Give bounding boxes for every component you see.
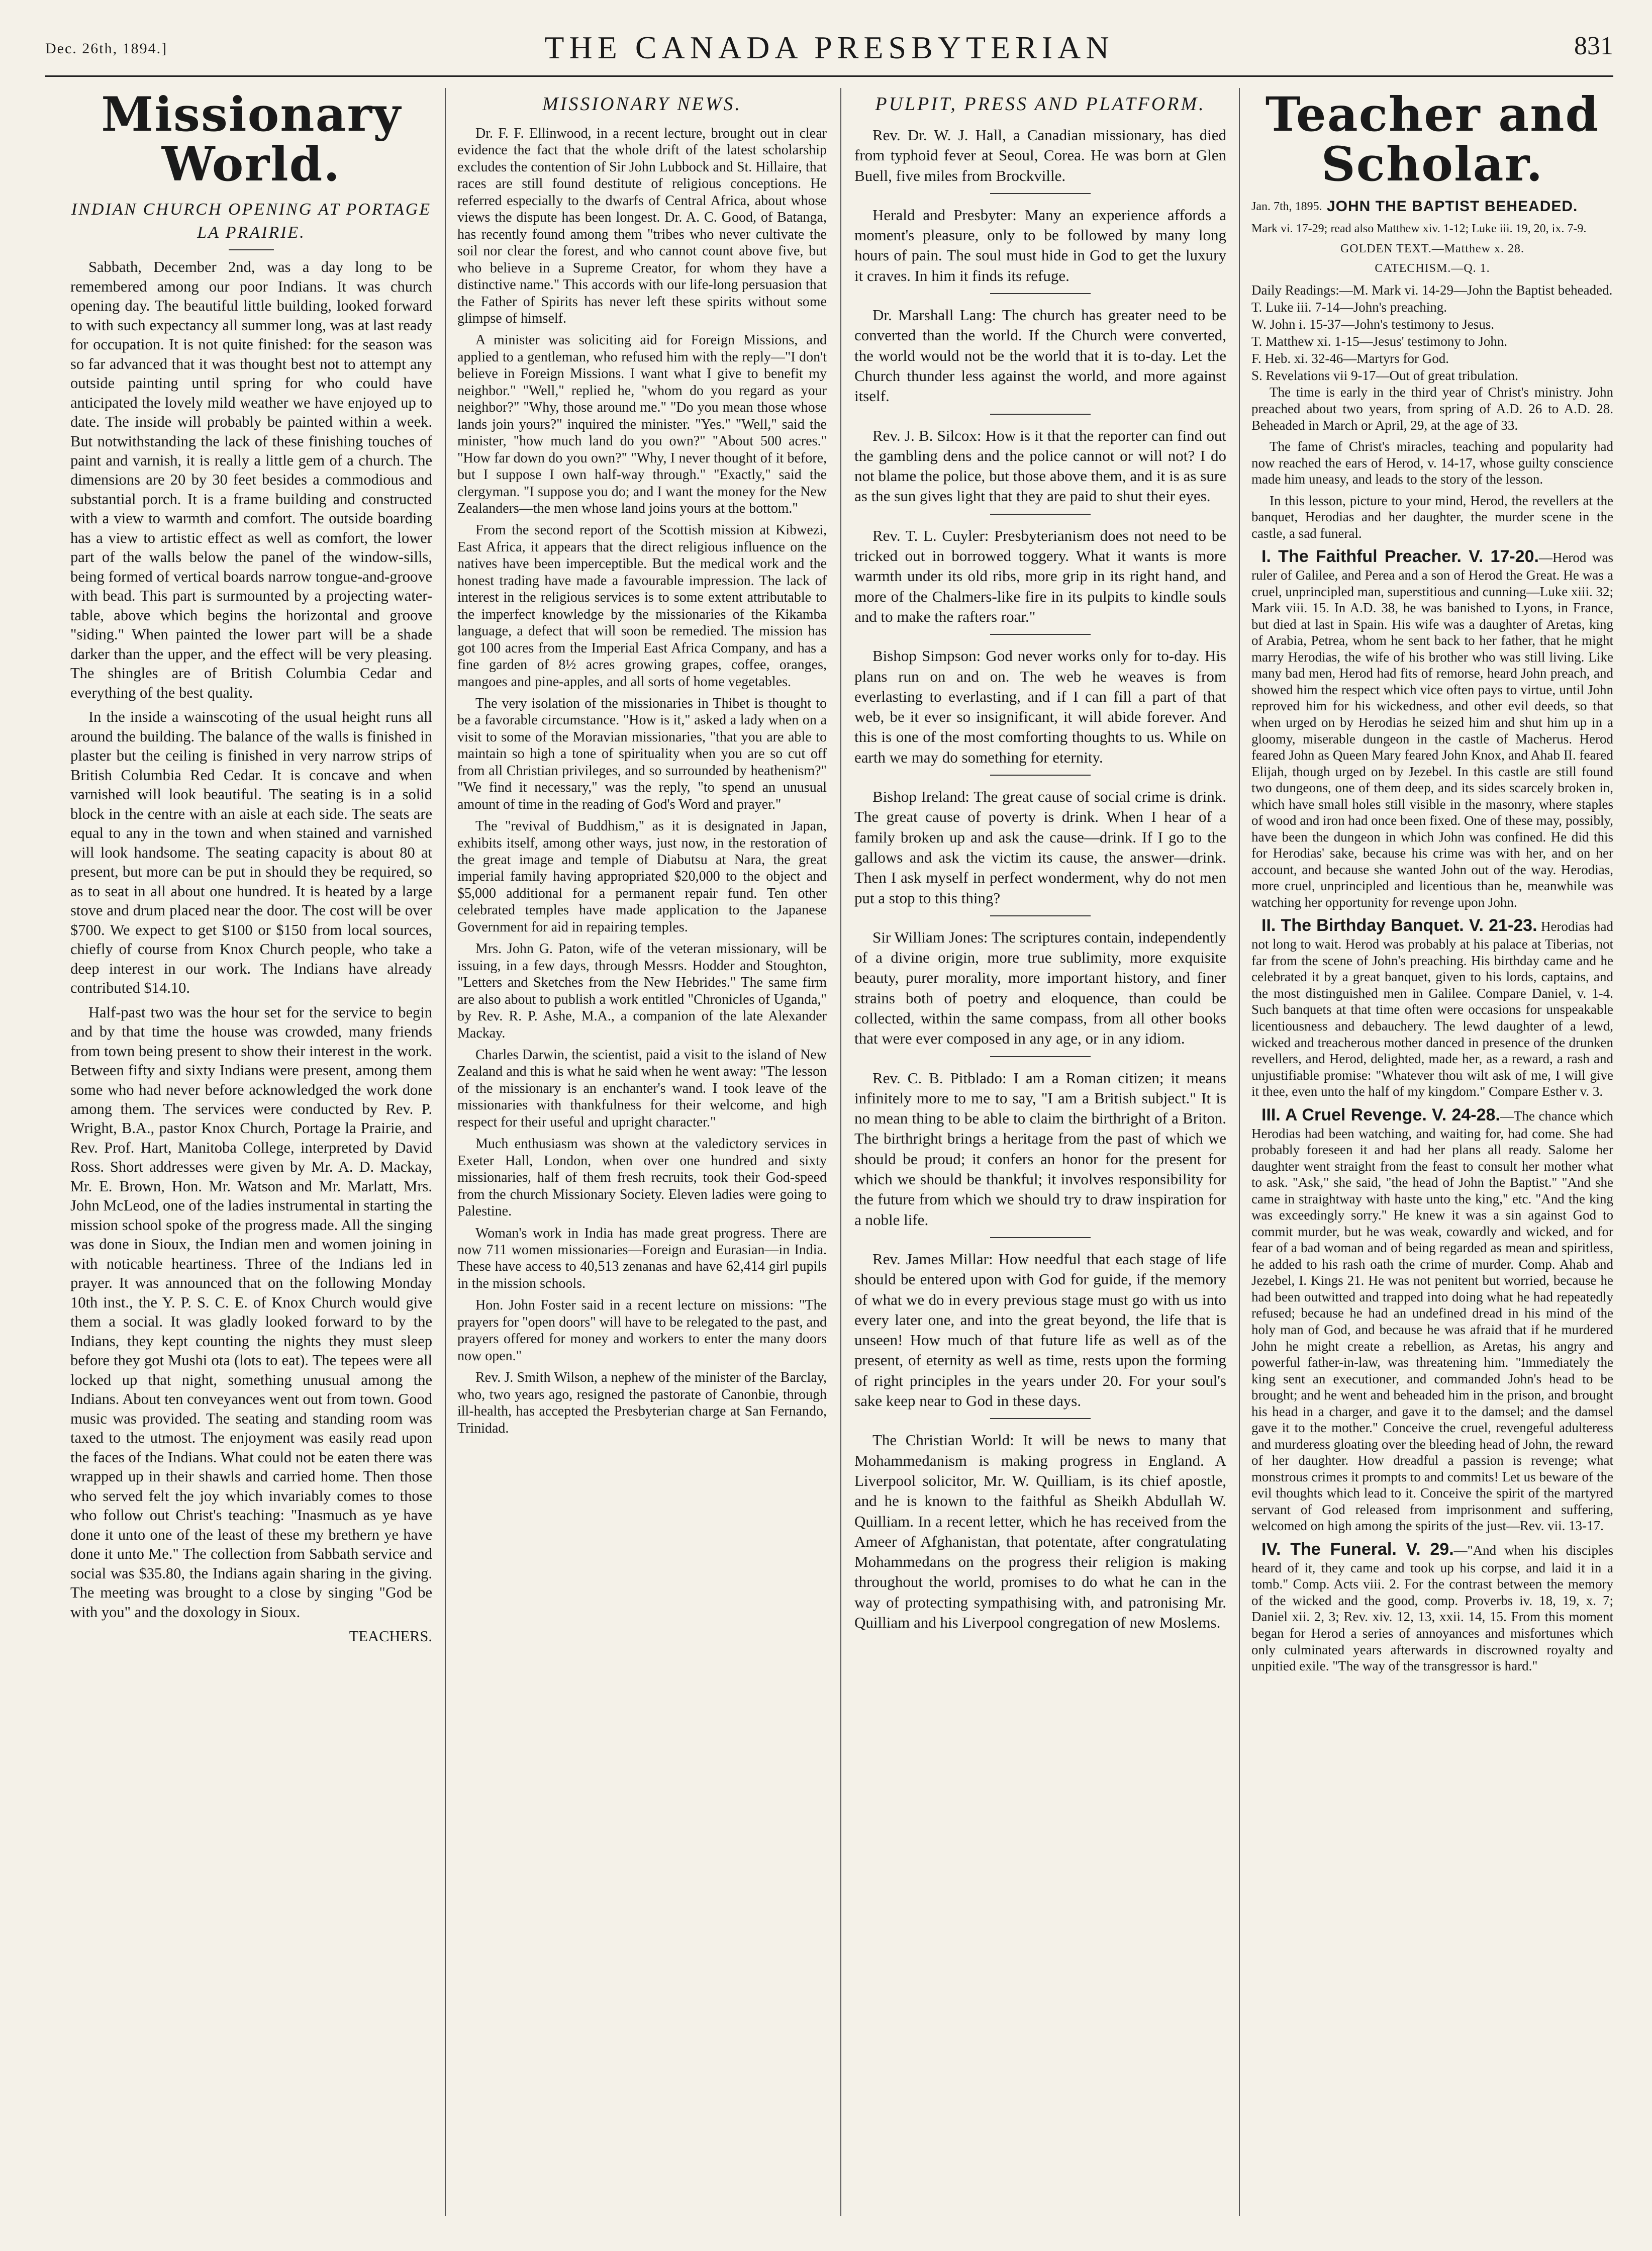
- lesson-section-heading: III. A Cruel Revenge. V. 24-28.: [1261, 1105, 1500, 1124]
- lesson-section-text: —Herod was ruler of Galilee, and Perea and a son of Herod the Great. He was a cruel, unprincipled man, superstitious and cunning—Luke xiii. 32; Mark viii. 15. In A.D. 38, he was banished to Lyons, in France, but died at last in Spain. His wife was a daughter of Aretas, king of Arabia, Petrea, whom he sent back to her father, that he might marry Herodias, the wife of his brother who was still living. Like many bad men, Herod had fits of remorse, heard John preach, and showed him the respect which vice often pays to virtue, until John reproved him for his wickedness, and other evil deeds, so that when urged on by Herodias he seized him and shut him up in a gloomy, miserable dungeon in the castle of Macherus. Herod feared John as Queen Mary feared John Knox, and Ahab II. feared Elijah, though urged on by Jezebel. In this castle are still found two dungeons, one of them deep, and its sides scarcely broken in, which have small holes still visible in the masonry, where staples of wood and iron had once been fixed. One of these may, possibly, have been the dungeon in which John was confined. He did this for Herodias' sake, because his crime was with her, and on her account, and because she wanted John out of the way. Herodias, more cruel, unprincipled and licentious than he, meanwhile was watching her opportunity for revenge upon John.: [1251, 550, 1613, 910]
- signoff: TEACHERS.: [349, 1628, 432, 1645]
- quote-item: Rev. T. L. Cuyler: Presbyterianism does not need to be tricked out in borrowed toggery. What it wants is more warmth under its old ribs, more grip in its right hand, and more of the Chalmers-like fire in its pulpits to kindle souls and to make the rafters roar.": [854, 526, 1226, 625]
- column-teacher-and-scholar: [1251, 88, 1613, 2216]
- lesson-section-text: —"And when his disciples heard of it, they came and took up his corpse, and laid it in a tomb." Comp. Acts viii. 2. For the contrast between the memory of the wicked and the good, comp. Proverbs iv. 18, 19, x. 7; Daniel xii. 2, 3; Rev. xiv. 12, 13, xxii. 14, 15. From this moment began for Herod a series of annoyances and misfortunes which only culminated years afterwards in discrowned royalty and unpitied exile. "The way of the transgressor is hard.": [1251, 1542, 1613, 1674]
- news-item: Rev. J. Smith Wilson, a nephew of the minister of the Barclay, who, two years ago, resigned the pastorate of Canonbie, through ill-health, has accepted the Presbyterian charge at San Fernando, Trinidad.: [457, 1370, 827, 1436]
- divider: [990, 293, 1091, 294]
- column-missionary-news: [457, 88, 827, 2216]
- lesson-section: [1251, 915, 1613, 1099]
- divider: [990, 414, 1091, 415]
- reading-item: T. Matthew xi. 1-15—Jesus' testimony to John.: [1251, 334, 1508, 349]
- lesson-intro: The time is early in the third year of Christ's ministry. John preached about two years, from spring of A.D. 26 to A.D. 28. Beheaded in March or April, 29, at the age of 33.: [1251, 385, 1613, 433]
- newspaper-title: THE CANADA PRESBYTERIAN: [544, 30, 1114, 65]
- lesson-intro: The fame of Christ's miracles, teaching and popularity had now reached the ears of Herod, v. 14-17, whose guilty conscience made him uneasy, and leads to the story of the lesson.: [1251, 439, 1613, 487]
- news-item: Mrs. John G. Paton, wife of the veteran missionary, will be issuing, in a few days, through Messrs. Hodder and Stoughton, "Letters and Sketches from the New Hebrides." The same firm are also about to publish a work entitled "Chronicles of Uganda," by Rev. R. P. Ashe, M.A., a companion of the late Alexander Mackay.: [457, 941, 827, 1041]
- section-heading-teacher-and-scholar: Teacher and Scholar.: [1265, 88, 1600, 192]
- divider: [990, 514, 1091, 515]
- quote-item: Rev. Dr. W. J. Hall, a Canadian missionary, has died from typhoid fever at Seoul, Corea. He was born at Glen Buell, five miles from Brockville.: [854, 126, 1226, 184]
- column-pulpit-press-platform: [854, 88, 1226, 2216]
- catechism: CATECHISM.—Q. 1.: [1375, 262, 1490, 275]
- paragraph: Half-past two was the hour set for the service to begin and by that time the house was crowded, many friends from town being present to show their interest in the work. Between fifty and sixty Indians were present, among them some who had never before acknowledged the work done among them. The services were conducted by Rev. P. Wright, B.A., pastor Knox Church, Portage la Prairie, and Rev. Prof. Hart, Manitoba College, interpreted by David Ross. Short addresses were given by Mr. A. D. Mackay, Mr. E. Brown, Hon. Mr. Watson and Mr. Marlatt, Mrs. John McLeod, one of the ladies instrumental in starting the mission school spoke of the progress made. All the singing was done in Sioux, the Indian men and women joining in with noticable heartiness. Three of the Indians led in prayer. It was announced that on the following Monday 10th inst., the Y. P. S. C. E. of Knox Church would give them a social. It was gladly looked forward to by the Indians, they kept counting the nights they must sleep before they got Mushi ota (lots to eat). The tepees were all locked up that night, something unusual among the Indians. About ten conveyances went out from town. Good music was provided. The seating and standing room was taxed to the utmost. The enjoyment was easily read upon the faces of the Indians. What could not be eaten there was wrapped up in their shawls and carried home. Then those who served felt the joy which invariably comes to those who follow out Christ's teaching: "Inasmuch as ye have done it unto one of the least of these my brethern ye have done it unto Me." The collection from Sabbath service and social was $35.80, the Indians again sharing in the giving. The meeting was brought to a close by singing "God be with you" and the doxology in Sioux.: [70, 1003, 432, 1621]
- lesson-intro: In this lesson, picture to your mind, Herod, the revellers at the banquet, Herodias and her daughter, the murder scene in the castle, a sad funeral.: [1251, 493, 1613, 541]
- reading-item: W. John i. 15-37—John's testimony to Jesus.: [1251, 317, 1495, 332]
- lesson-section-heading: II. The Birthday Banquet. V. 21-23.: [1261, 916, 1537, 935]
- lesson-section-heading: I. The Faithful Preacher. V. 17-20.: [1261, 547, 1539, 567]
- lesson-section-text: —The chance which Herodias had been watching, and waiting for, had come. She had probably foreseen it and had her plans all ready. Salome her daughter went straight from the feast to consult her mother what to ask. "Ask," she said, "the head of John the Baptist." "And she came in straightway with haste unto the king," etc. "And the king was exceedingly sorry." He knew it was a sin against God to commit murder, but he was weak, cowardly and wicked, and for fear of a bad woman and of being regarded as mean and spiritless, he added to his rash oath the crime of murder. Comp. Ahab and Jezebel, I. Kings 21. He was not penitent but worried, because he had been outwitted and trapped into doing what he had repeatedly refused; because he had an undefined dread in his mind of the holy man of God, and because he was afraid that if he murdered John he might create a rebellion, as Aretas, his angry and powerful father-in-law, was threatening him. "Immediately the king sent an executioner, and commanded John's head to be brought; and he went and beheaded him in the prison, and brought his head in a charger, and gave it to the damsel; and the damsel gave it to the mother." Conceive the cruel, revengeful adulteress and murderess gloating over the bleeding head of John, the reward of her daughter. How dreadful a passion is revenge; what monstrous crimes it prompts to and commits! Let us beware of the evil thoughts which lead to it. Conceive the spirit of the martyred servant of God released from imprisonment and suffering, welcomed on high among the spirits of the just—Rev. vii. 13-17.: [1251, 1108, 1613, 1534]
- divider: [990, 915, 1091, 916]
- divider: [990, 1056, 1091, 1057]
- quote-item: Rev. James Millar: How needful that each stage of life should be entered upon with God for guide, if the memory of what we do in every previous stage must go with us into every later one, and into the great beyond, the life that is unseen! How much of that future life as well as of the present, of eternity as well as time, rests upon the forming of right principles in the years under 20. For your soul's sake keep near to God in these days.: [854, 1250, 1226, 1410]
- paragraph: Sabbath, December 2nd, was a day long to be remembered among our poor Indians. It was church opening day. The beautiful little building, looked forward to with such expectancy all summer long, was at last ready for occupation. It is not quite finished: for the season was so far advanced that it was thought best not to attempt any outside painting until spring for who could have anticipated the lovely mild weather we have enjoyed up to date. The inside will probably be painted within a week. But notwithstanding the lack of these finishing touches of paint and varnish, it is really a little gem of a church. The dimensions are 20 by 30 feet besides a commodious and substantial porch. It is a frame building and constructed with a view to warmth and comfort. The outside boarding has a view to artistic effect as well as comfort, the lower part of the walls below the panel of the window-sills, being formed of vertical boards narrow tongue-and-groove with bead. This part is surmounted by a projecting water-table, above which begins the horizontal and groove "siding." When painted the lower part will be a shade darker than the upper, and the effect will be very pleasing. The shingles are of British Columbia Cedar and everything of the best quality.: [70, 258, 432, 701]
- quote-item: Dr. Marshall Lang: The church has greater need to be converted than the world. If the Church were converted, the world would not be the world that it is to-day. Let the Church thunder less against the world, and more against itself.: [854, 306, 1226, 405]
- lesson-date: Jan. 7th, 1895.: [1251, 200, 1322, 213]
- quote-item: Sir William Jones: The scriptures contain, independently of a divine origin, more true sublimity, more exquisite beauty, purer morality, more important history, and finer strains both of poetry and eloquence, than could be collected, within the same compass, from all other books that were ever composed in any age, or in any idiom.: [854, 928, 1226, 1048]
- lesson-header: [1251, 198, 1613, 215]
- reading-item: T. Luke iii. 7-14—John's preaching.: [1251, 300, 1447, 315]
- paragraph: In the inside a wainscoting of the usual height runs all around the building. The balance of the walls is finished in plaster but the ceiling is finished in very narrow strips of British Columbia Red Cedar. It is concave and when varnished will look beautiful. The seating is in a solid block in the centre with an aisle at each side. The seats are equal to any in the town and when stained and varnished will look handsome. The seating capacity is about 80 at present, but more can be put in should they be required, so as to seat in all about one hundred. It is heated by a large stove and drum placed near the door. The cost will be over $700. We expect to get $100 or $150 from local sources, chiefly of course from Knox Church people, who take a deep interest in our work. The Indians have already contributed $14.10.: [70, 708, 432, 997]
- news-item: Much enthusiasm was shown at the valedictory services in Exeter Hall, London, when over one hundred and sixty missionaries, half of them fresh recruits, took their God-speed from the church Missionary Society. Eleven ladies were going to Palestine.: [457, 1136, 827, 1220]
- page-number: 831: [1574, 32, 1613, 60]
- news-item: The "revival of Buddhism," as it is designated in Japan, exhibits itself, among other ways, just now, in the restoration of the great image and temple of Diabutsu at Nara, the great imperial family having appropriated $20,000 to the object and $5,000 additional for a permanent repair fund. Ten other celebrated temples have made application to the Japanese Government for aid in repairing temples.: [457, 818, 827, 935]
- divider: [990, 193, 1091, 194]
- golden-text: GOLDEN TEXT.—Matthew x. 28.: [1340, 242, 1525, 256]
- divider: [990, 1237, 1091, 1238]
- quote-item: The Christian World: It will be news to many that Mohammedanism is making progress in England. A Liverpool solicitor, Mr. W. Quilliam, is its chief apostle, and he is known to the faithful as Sheikh Abdullah W. Quilliam. In a recent letter, which he has received from the Ameer of Afghanistan, that potentate, after congratulating Mohammedans on the progress their religion is making throughout the world, promises to do what he can in the way of protecting sympathising with, and patronising Mr. Quilliam and his Liverpool congregation of new Moslems.: [854, 1431, 1226, 1631]
- quote-item: Rev. J. B. Silcox: How is it that the reporter can find out the gambling dens and the police cannot or will not? I do not blame the police, but those above them, and it is as sure as the sun gives light that they are paid to shut their eyes.: [854, 426, 1226, 505]
- column-divider: [840, 88, 841, 2216]
- lesson-section: [1251, 1539, 1613, 1674]
- divider: [990, 634, 1091, 635]
- news-item: A minister was soliciting aid for Foreign Missions, and applied to a gentleman, who refused him with the reply—"I don't believe in Foreign Missions. I want what I give to benefit my neighbor." "Well," replied he, "whom do you regard as your neighbor?" "Why, those around me." "Do you mean those whose lands join yours?" inquired the minister. "Yes." "Well," said the minister, "how much land do you own?" "About 500 acres." "How far down do you own?" "Why, I never thought of it before, but I suppose I own half-way through." "Exactly," said the clergyman. "I suppose you do; and I want the money for the New Zealanders—the men whose land joins yours at the bottom.": [457, 332, 827, 516]
- article-title: INDIAN CHURCH OPENING AT PORTAGE LA PRAIRIE.: [71, 200, 432, 242]
- quote-item: Bishop Simpson: God never works only for to-day. His plans run on and on. The web he weaves is from everlasting to everlasting, and if I can fill a part of that web, be it ever so insignificant, it will abide forever. And this is one of the most comforting thoughts to us. While on earth we may do something for eternity.: [854, 647, 1226, 766]
- lesson-section: [1251, 1105, 1613, 1534]
- header-rule: [45, 75, 1613, 77]
- news-item: Hon. John Foster said in a recent lecture on missions: "The prayers for "open doors" will have to be relegated to the past, and prayers offered for money and workers to enter the many doors now open.": [457, 1297, 827, 1364]
- news-item: Woman's work in India has made great progress. There are now 711 women missionaries—Foreign and Eurasian—in India. These have access to 40,513 zenanas and have 62,414 girl pupils in the mission schools.: [457, 1225, 827, 1291]
- lesson-section-text: Herodias had not long to wait. Herod was probably at his palace at Tiberias, not far from the scene of John's preaching. His birthday came and he celebrated it by a great banquet, given to his lords, captains, and the most distinguished men in Galilee. Compare Daniel, v. 1-4. Such banquets at that time often were occasions for unspeakable licentiousness and debauchery. The lewd daughter of a lewd, wicked and treacherous mother danced in presence of the drunken revellers, and Herod, delighted, made her, as a reward, a rash and unjustifiable promise: "Whatever thou wilt ask of me, I will give it thee, even unto the half of my kingdom." Compare Esther v. 3.: [1251, 919, 1613, 1099]
- news-item: Dr. F. F. Ellinwood, in a recent lecture, brought out in clear evidence the fact that the whole drift of the latest scholarship excludes the contention of Sir John Lubbock and St. Hillaire, that races are still found destitute of religious conceptions. He referred especially to the dwarfs of Central Africa, about whose views the dispute has been longest. Dr. A. C. Good, of Batanga, has recently found among them "tribes who never cultivate the soil nor clear the forest, and who cannot count above five, but who believe in a Supreme Creator, for whom they have a distinctive name." This accords with our life-long persuasion that the Father of Spirits has never left these spirits without some glimpse of himself.: [457, 126, 827, 326]
- section-heading-missionary-world: Missionary World.: [101, 88, 402, 192]
- daily-readings: [1251, 282, 1613, 384]
- divider: [990, 775, 1091, 776]
- reading-item: Daily Readings:—M. Mark vi. 14-29—John the Baptist beheaded.: [1251, 283, 1613, 298]
- header-date: Dec. 26th, 1894.]: [45, 40, 168, 57]
- quote-item: Bishop Ireland: The great cause of social crime is drink. The great cause of poverty is drink. When I hear of a family broken up and ask the cause—drink. If I go to the gallows and ask the victim its cause, the answer—drink. Then I ask myself in perfect wonderment, why do not men put a stop to this thing?: [854, 788, 1226, 907]
- lesson-section-heading: IV. The Funeral. V. 29.: [1261, 1539, 1454, 1559]
- news-item: From the second report of the Scottish mission at Kibwezi, East Africa, it appears that the direct religious influence on the natives have been imperceptible. But the medical work and the honest trading have made a favourable impression. The lack of interest in the religious services is to some extent attributable to the imperfect knowledge by the missionaries of the Kikamba language, a defect that will soon be remedied. The mission has got 100 acres from the Imperial East Africa Company, and has a fine garden of 8½ acres growing grapes, coffee, oranges, mangoes and pine-apples, and all sorts of home vegetables.: [457, 522, 827, 690]
- reading-item: S. Revelations vii 9-17—Out of great tribulation.: [1251, 368, 1518, 384]
- quote-item: Herald and Presbyter: Many an experience affords a moment's pleasure, only to be followed by many long hours of pain. The soul must hide in God to get the luxury it craves. In him it finds its refuge.: [854, 206, 1226, 285]
- lesson-title: JOHN THE BAPTIST BEHEADED.: [1327, 198, 1578, 215]
- news-item: The very isolation of the missionaries in Thibet is thought to be a favorable circumstance. "How is it," asked a lady when on a visit to some of the Moravian missionaries, "that you are able to maintain so high a tone of spirituality when you are so cut off from all Christian privileges, and so surrounded by heathenism?" "We find it necessary," was the reply, "to spend an unusual amount of time in the reading of God's Word and prayer.": [457, 695, 827, 812]
- column-divider: [1239, 88, 1240, 2216]
- quote-item: Rev. C. B. Pitblado: I am a Roman citizen; it means infinitely more to me to say, "I am a British subject." It is no mean thing to be able to claim the birthright of a Briton. The birthright brings a heritage from the past of which we should be proud; it confers an honor for the present for which we should be thankful; it involves responsibility for the future from which we should try to draw inspiration for a noble life.: [854, 1069, 1226, 1229]
- page-header: [45, 20, 1613, 75]
- column-divider: [445, 88, 446, 2216]
- column-missionary-world: [70, 88, 432, 2216]
- lesson-section: [1251, 546, 1613, 910]
- divider: [990, 1418, 1091, 1419]
- scripture-reference: Mark vi. 17-29; read also Matthew xiv. 1-12; Luke iii. 19, 20, ix. 7-9.: [1251, 222, 1587, 236]
- section-heading-pulpit-press-platform: PULPIT, PRESS AND PLATFORM.: [875, 93, 1206, 115]
- reading-item: F. Heb. xi. 32-46—Martyrs for God.: [1251, 351, 1449, 366]
- news-item: Charles Darwin, the scientist, paid a visit to the island of New Zealand and this is what he said when he went away: "The lesson of the missionary is an enchanter's wand. I took leave of the missionaries with thankfulness for their welcome, and high respect for their useful and upright character.": [457, 1047, 827, 1130]
- divider: [229, 249, 274, 250]
- section-heading-missionary-news: MISSIONARY NEWS.: [542, 93, 742, 115]
